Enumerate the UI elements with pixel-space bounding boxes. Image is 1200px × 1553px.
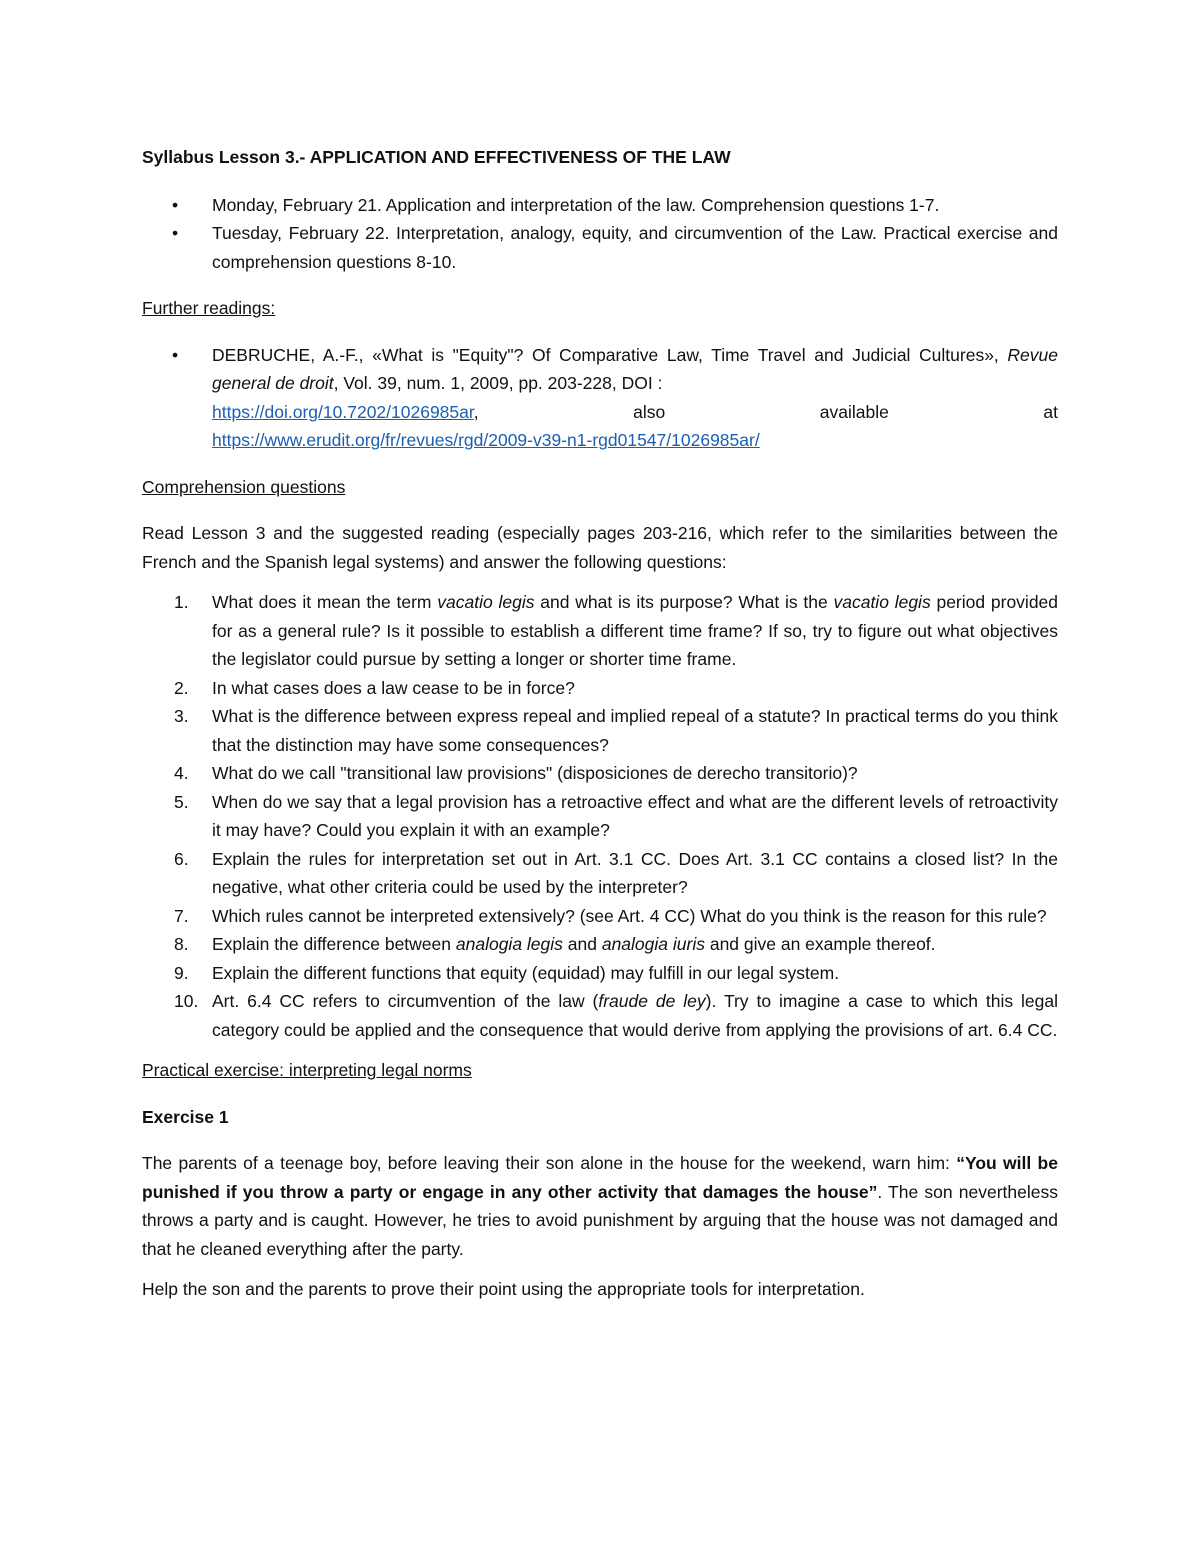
- question-number: 1.: [174, 592, 189, 612]
- erudit-link[interactable]: https://www.erudit.org/fr/revues/rgd/2009-v39-n1-rgd01547/1026985ar/: [212, 430, 760, 450]
- bullet-icon: •: [172, 223, 179, 243]
- schedule-list: [142, 191, 1058, 277]
- question-number: 7.: [174, 905, 189, 926]
- question-number: 5.: [174, 791, 189, 812]
- question-item: 1. What does it mean the term vacatio legis and what is its purpose? What is the vacatio legis period provided for as a general rule? Is it possible to establish a different time frame? If so, try to figure out what objectives the legislator could pursue by setting a longer or shorter time frame.: [142, 588, 1058, 674]
- readings-list: [142, 341, 1058, 455]
- list-item: • Monday, February 21. Application and interpretation of the law. Comprehension questions 1-7.: [142, 191, 1058, 220]
- question-number: 6.: [174, 848, 189, 869]
- question-number: 4.: [174, 763, 189, 783]
- reading-journal: Revue general de droit: [212, 344, 1058, 393]
- question-number: 9.: [174, 962, 189, 983]
- bullet-icon: •: [172, 194, 179, 215]
- question-item: 5. When do we say that a legal provision has a retroactive effect and what are the different levels of retroactivity it may have? Could you explain it with an example?: [142, 788, 1058, 845]
- list-item: • Tuesday, February 22. Interpretation, analogy, equity, and circumvention of the Law. Practical exercise and comprehension questions 8-10.: [142, 219, 1058, 276]
- question-item: 4. What do we call "transitional law provisions" (disposiciones de derecho transitorio)?: [142, 759, 1058, 788]
- question-item: 7. Which rules cannot be interpreted extensively? (see Art. 4 CC) What do you think is the reason for this rule?: [142, 902, 1058, 931]
- reading-doi-line: https://doi.org/10.7202/1026985ar, also available at: [212, 401, 1058, 422]
- intro-paragraph: Read Lesson 3 and the suggested reading (especially pages 203-216, which refer to the similarities between the French and the Spanish legal systems) and answer the following questions:: [142, 523, 1058, 572]
- reading-authors: DEBRUCHE, A.-F., «What is "Equity"? Of Comparative Law, Time Travel and Judicial Cultures»,: [212, 344, 1008, 365]
- question-number: 8.: [174, 934, 189, 954]
- bullet-icon: •: [172, 344, 179, 365]
- question-item: 2. In what cases does a law cease to be in force?: [142, 674, 1058, 703]
- question-item: 6. Explain the rules for interpretation set out in Art. 3.1 CC. Does Art. 3.1 CC contains a closed list? In the negative, what other criteria could be used by the interpreter?: [142, 845, 1058, 902]
- exercise-quote: “You will be punished if you throw a party or engage in any other activity that damages the house”: [142, 1153, 1058, 1202]
- page-title: Syllabus Lesson 3.- APPLICATION AND EFFECTIVENESS OF THE LAW: [142, 147, 731, 167]
- question-number: 10.: [174, 991, 199, 1011]
- question-number: 3.: [174, 706, 189, 726]
- practical-exercise-heading: Practical exercise: interpreting legal norms: [142, 1060, 472, 1080]
- further-readings-heading: Further readings:: [142, 298, 276, 318]
- list-item: [142, 341, 1058, 455]
- questions-list: [142, 588, 1058, 1044]
- comprehension-heading: Comprehension questions: [142, 476, 346, 497]
- question-item: 8. Explain the difference between analogia legis and analogia iuris and give an example thereof.: [142, 930, 1058, 959]
- exercise-instruction: Help the son and the parents to prove their point using the appropriate tools for interpretation.: [142, 1279, 865, 1299]
- exercise-paragraph: The parents of a teenage boy, before leaving their son alone in the house for the weekend, warn him: “You will be punished if you throw a party or engage in any other activity that damages the house”. The son nevertheless throws a party and is caught. However, he tries to avoid punishment by arguing that the house was not damaged and that he cleaned everything after the party.: [142, 1153, 1058, 1259]
- question-item: 10. Art. 6.4 CC refers to circumvention of the law (fraude de ley). Try to imagine a case to which this legal category could be applied and the consequence that would derive from applying the provisions of art. 6.4 CC.: [142, 987, 1058, 1044]
- reading-details: , Vol. 39, num. 1, 2009, pp. 203-228, DOI :: [333, 373, 663, 393]
- exercise-title: Exercise 1: [142, 1106, 229, 1127]
- question-item: 3. What is the difference between express repeal and implied repeal of a statute? In practical terms do you think that the distinction may have some consequences?: [142, 702, 1058, 759]
- question-number: 2.: [174, 677, 189, 698]
- doi-link[interactable]: https://doi.org/10.7202/1026985ar: [212, 401, 474, 422]
- question-item: 9. Explain the different functions that equity (equidad) may fulfill in our legal system.: [142, 959, 1058, 988]
- document-page: [142, 143, 1058, 1304]
